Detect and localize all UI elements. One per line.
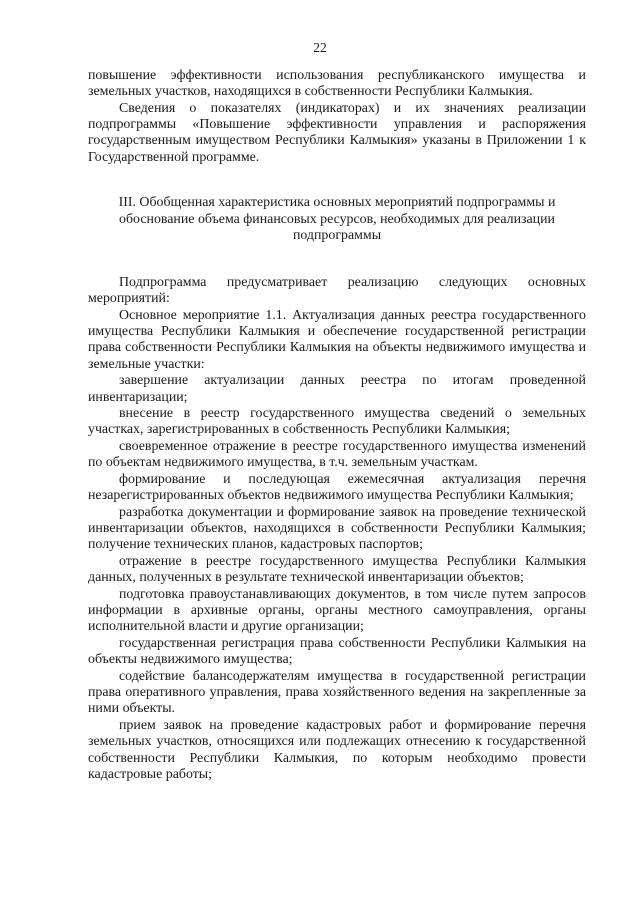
paragraph: прием заявок на проведение кадастровых работ и формирование перечня земельных участков, относящихся или подлежащих отнесению к государственной собственности Республики Калмыкия, по которым необходимо провести кадастровые работы; (88, 718, 586, 782)
page-number: 22 (313, 40, 327, 55)
paragraph: формирование и последующая ежемесячная актуализация перечня незарегистрированных объектов недвижимого имущества Республики Калмыкия; (88, 472, 586, 504)
paragraph: подготовка правоустанавливающих документов, в том числе путем запросов информации в архивные органы, органы местного самоуправления, органы исполнительной власти и другие организации; (88, 586, 586, 635)
paragraph: Подпрограмма предусматривает реализацию следующих основных мероприятий: (88, 275, 586, 307)
paragraph: своевременное отражение в реестре государственного имущества изменений по объектам недвижимого имущества, в т.ч. земельным участкам. (88, 439, 586, 471)
paragraph: отражение в реестре государственного имущества Республики Калмыкия данных, полученных в результате технической инвентаризации объектов; (88, 554, 586, 586)
paragraph: завершение актуализации данных реестра по итогам проведенной инвентаризации; (88, 373, 586, 405)
paragraph: Основное мероприятие 1.1. Актуализация данных реестра государственного имущества Республики Калмыкия и обеспечение государственной регистрации права собственности Республики Калмыкия на объекты недвижимого имущества и земельные участки: (88, 308, 586, 372)
paragraph: государственная регистрация права собственности Республики Калмыкия на объекты недвижимого имущества; (88, 636, 586, 668)
paragraph-continuation: повышение эффективности использования республиканского имущества и земельных участков, находящихся в собственности Республики Калмыкия. (88, 68, 586, 100)
paragraph: внесение в реестр государственного имущества сведений о земельных участках, зарегистрированных в собственность Республики Калмыкия; (88, 406, 586, 438)
paragraph: разработка документации и формирование заявок на проведение технической инвентаризации объектов, находящихся в собственности Республики Калмыкия; получение технических планов, кадастровых паспортов; (88, 504, 586, 553)
section-heading: III. Обобщенная характеристика основных мероприятий подпрограммы и обоснование объема финансовых ресурсов, необходимых для реализации подпрограммы (118, 194, 556, 244)
paragraph-indicators: Сведения о показателях (индикаторах) и их значениях реализации подпрограммы «Повышение эффективности управления и распоряжения государственным имуществом Республики Калмыкия» указаны в Приложении 1 к Государственной программе. (88, 100, 586, 165)
paragraph: содействие балансодержателям имущества в государственной регистрации права оперативного управления, права хозяйственного ведения на закрепленные за ними объекты. (88, 668, 586, 717)
document-body (88, 68, 586, 783)
